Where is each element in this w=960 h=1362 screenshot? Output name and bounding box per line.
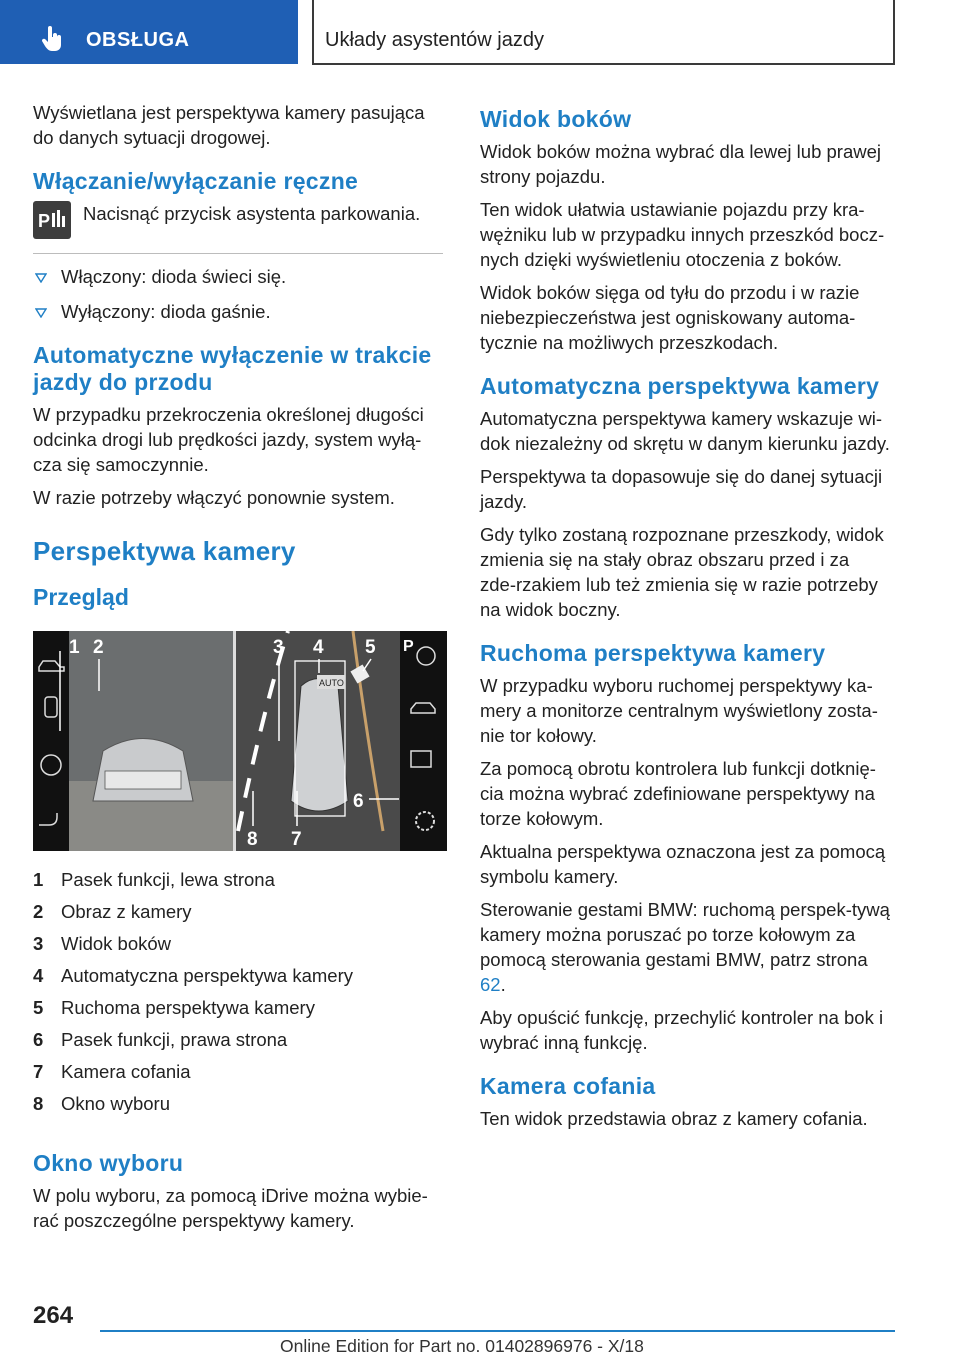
camera-perspective-heading: Perspektywa kamery (33, 536, 296, 566)
overview-heading: Przegląd (33, 584, 129, 610)
side-view-paragraph-2: Ten widok ułatwia ustawianie pojazdu przy kra-wężniku lub w przypadku innych przeszkód bocz-nych dzięki wyświetleniu otoczenia z boków. (480, 199, 885, 270)
side-view-paragraph-3: Widok boków sięga od tyłu do przodu i w razie niebezpieczeństwa jest ogniskowany automa-tycznie na możliwych przeszkodach. (480, 282, 860, 353)
section-tab[interactable] (0, 0, 298, 64)
legend-item: 1 Pasek funkcji, lewa strona (33, 869, 275, 890)
legend-item: 4 Automatyczna perspektywa kamery (33, 965, 354, 986)
moving-perspective-paragraph-5: Aby opuścić funkcję, przechylić kontroler na bok i wybrać inną funkcję. (480, 1007, 884, 1053)
hand-pointer-icon (40, 26, 66, 52)
auto-perspective-paragraph-2: Perspektywa ta dopasowuje się do danej sytuacji jazdy. (480, 466, 883, 512)
page-number: 264 (33, 1302, 74, 1329)
triangle-bullet-icon (35, 273, 47, 283)
selection-window-paragraph: W polu wyboru, za pomocą iDrive można wybie-rać poszczególne perspektywy kamery. (33, 1185, 428, 1231)
status-list (33, 264, 443, 324)
camera-screen-svg (33, 631, 447, 851)
callout-7: 7 (291, 829, 302, 850)
left-column (33, 100, 443, 1241)
right-column (480, 88, 890, 1139)
callout-2: 2 (93, 637, 104, 658)
auto-perspective-heading: Automatyczna perspektywa kamery (480, 373, 880, 399)
moving-perspective-heading: Ruchoma perspektywa kamery (480, 640, 826, 666)
figure-legend (33, 867, 443, 1116)
callout-5: 5 (365, 637, 376, 658)
legend-item: 8 Okno wyboru (33, 1093, 170, 1114)
auto-off-paragraph-2: W razie potrzeby włączyć ponownie system. (33, 487, 395, 508)
auto-off-heading: Automatyczne wyłączenie w trakcie jazdy do przodu (33, 342, 432, 395)
section-label: OBSŁUGA (86, 29, 190, 51)
triangle-bullet-icon (35, 308, 47, 318)
legend-item: 6 Pasek funkcji, prawa strona (33, 1029, 288, 1050)
header-underline (312, 63, 895, 65)
legend-item: 5 Ruchoma perspektywa kamery (33, 997, 315, 1018)
auto-off-paragraph: W przypadku przekroczenia określonej długości odcinka drogi lub prędkości jazdy, system wyłą-cza się samoczynnie. (33, 404, 424, 475)
moving-perspective-paragraph-4: Sterowanie gestami BMW: ruchomą perspek-tywą kamery można poruszać po torze kołowym za pomocą sterowania gestami BMW, patrz strona 62. (480, 899, 890, 995)
callout-8: 8 (247, 829, 258, 850)
parking-assistant-button-icon (33, 201, 71, 239)
callout-4: 4 (313, 637, 324, 658)
list-separator (33, 253, 443, 254)
edition-footer: Online Edition for Part no. 01402896976 - X/18 (280, 1336, 644, 1356)
selection-window-heading: Okno wyboru (33, 1150, 184, 1176)
moving-perspective-paragraph-1: W przypadku wyboru ruchomej perspektywy ka-mery a monitorze centralnym wyświetlony zosta-nie tor kołowy. (480, 675, 878, 746)
moving-perspective-paragraph-2: Za pomocą obrotu kontrolera lub funkcji dotknię-cia można wybrać zdefiniowane perspektywy na torze kołowym. (480, 758, 876, 829)
chapter-title: Układy asystentów jazdy (325, 29, 544, 51)
side-view-heading: Widok boków (480, 106, 632, 132)
legend-item: 7 Kamera cofania (33, 1061, 191, 1082)
svg-text:P: P (38, 211, 51, 231)
parking-p-text: P (403, 638, 414, 655)
rear-camera-heading: Kamera cofania (480, 1073, 656, 1099)
auto-badge-text: AUTO (319, 678, 344, 688)
intro-paragraph: Wyświetlana jest perspektywa kamery pasująca do danych sytuacji drogowej. (33, 102, 425, 148)
parking-button-row (33, 201, 443, 239)
callout-1: 1 (69, 637, 80, 658)
page-header (0, 0, 960, 66)
page-link-62[interactable]: 62 (480, 974, 501, 995)
list-item: Włączony: dioda świeci się. (33, 264, 443, 289)
auto-perspective-paragraph-3: Gdy tylko zostaną rozpoznane przeszkody, widok zmienia się na stały obraz obszaru przed i za zde-rzakiem lub też zmienia się w razie potrzeby na widok boczny. (480, 524, 884, 620)
header-divider (312, 0, 314, 64)
camera-screen-illustration (33, 631, 447, 851)
callout-6: 6 (353, 791, 364, 812)
header-divider-right (893, 0, 895, 64)
rear-camera-paragraph: Ten widok przedstawia obraz z kamery cofania. (480, 1108, 868, 1129)
footer-rule (100, 1330, 895, 1332)
callout-3: 3 (273, 637, 284, 658)
manual-text: Nacisnąć przycisk asystenta parkowania. (83, 203, 421, 224)
moving-perspective-paragraph-3: Aktualna perspektywa oznaczona jest za pomocą symbolu kamery. (480, 841, 886, 887)
auto-perspective-paragraph-1: Automatyczna perspektywa kamery wskazuje wi-dok niezależny od skrętu w danym kierunku jazdy. (480, 408, 890, 454)
legend-item: 3 Widok boków (33, 933, 172, 954)
manual-heading: Włączanie/wyłączanie ręczne (33, 168, 359, 194)
list-item: Wyłączony: dioda gaśnie. (33, 299, 443, 324)
side-view-paragraph-1: Widok boków można wybrać dla lewej lub prawej strony pojazdu. (480, 141, 882, 187)
legend-item: 2 Obraz z kamery (33, 901, 192, 922)
